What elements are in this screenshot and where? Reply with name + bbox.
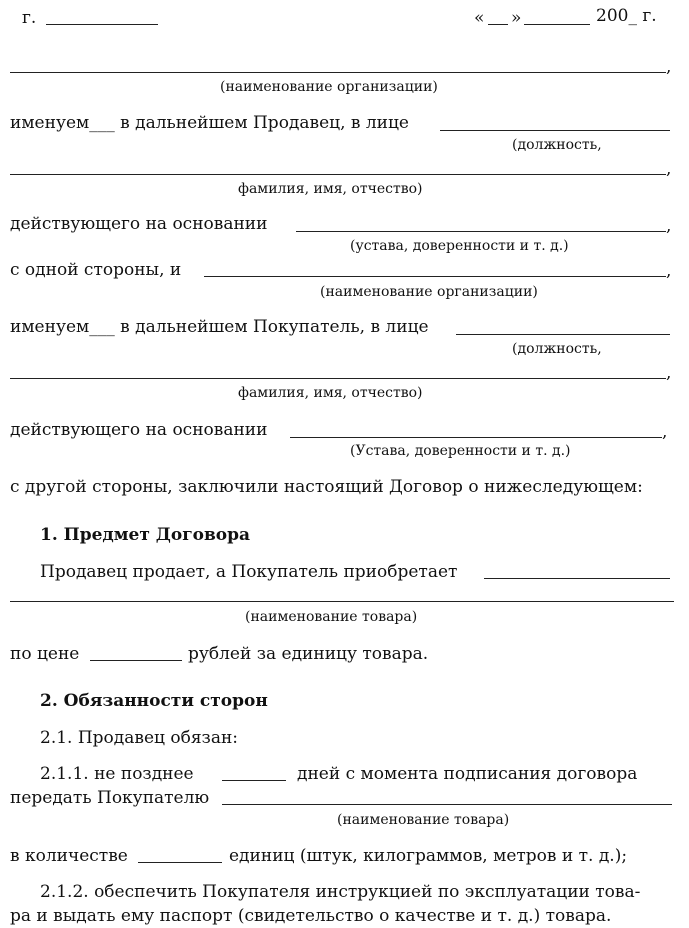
item-2-1: 2.1. Продавец обязан: [40,728,239,748]
closing-line: с другой стороны, заключили настоящий Договор о нижеследующем: [10,477,643,497]
price-field[interactable] [90,660,182,661]
buyer-position-caption: (должность, [512,341,602,357]
section1-sells-line: Продавец продает, а Покупатель приобретает [40,562,458,582]
date-open-quote: « [474,8,485,28]
buyer-named-line: именуем___ в дальнейшем Покупатель, в лице [10,317,429,337]
buyer-fio-caption: фамилия, имя, отчество) [238,385,423,401]
seller-basis-caption: (устава, доверенности и т. д.) [350,238,569,254]
comma: , [666,363,672,383]
comma: , [662,422,668,442]
qty-suffix: единиц (штук, килограммов, метров и т. д.); [229,846,628,866]
item-2-1-2-a: 2.1.2. обеспечить Покупателя инструкцией по эксплуатации това- [40,882,641,902]
comma: , [666,261,672,281]
days-field[interactable] [222,780,286,781]
qty-prefix: в количестве [10,846,128,866]
buyer-basis-caption: (Устава, доверенности и т. д.) [350,443,571,459]
buyer-org-field[interactable] [204,276,666,277]
seller-org-field[interactable] [10,72,666,73]
seller-fio-field[interactable] [10,174,666,175]
buyer-position-field[interactable] [456,334,670,335]
section2-goods-caption: (наименование товара) [337,812,510,828]
goods-field-part1[interactable] [484,578,670,579]
buyer-org-caption: (наименование организации) [320,284,538,300]
buyer-basis-field[interactable] [290,437,662,438]
seller-basis-line: действующего на основании [10,214,268,234]
date-year: 200_ г. [596,6,657,26]
section1-goods-caption: (наименование товара) [245,609,418,625]
one-side-line: с одной стороны, и [10,260,182,280]
seller-basis-field[interactable] [296,231,666,232]
seller-position-field[interactable] [440,130,670,131]
item-2-1-1-b: дней с момента подписания договора [297,764,638,784]
goods-field-part2[interactable] [10,601,674,602]
seller-named-line: именуем___ в дальнейшем Продавец, в лице [10,113,409,133]
transfer-goods-field[interactable] [222,804,672,805]
section2-heading: 2. Обязанности сторон [40,691,268,711]
buyer-fio-field[interactable] [10,378,666,379]
comma: , [666,216,672,236]
item-2-1-2-b: ра и выдать ему паспорт (свидетельство о качестве и т. д.) товара. [10,906,612,926]
date-close-quote: » [511,8,522,28]
comma: , [666,159,672,179]
price-suffix: рублей за единицу товара. [188,644,429,664]
city-field[interactable] [46,24,158,25]
item-2-1-1-c: передать Покупателю [10,788,210,808]
seller-org-caption: (наименование организации) [220,79,438,95]
item-2-1-1-a: 2.1.1. не позднее [40,764,194,784]
section1-heading: 1. Предмет Договора [40,525,251,545]
date-day-field[interactable] [488,24,508,25]
buyer-basis-line: действующего на основании [10,420,268,440]
seller-position-caption: (должность, [512,137,602,153]
date-month-field[interactable] [524,24,590,25]
city-prefix: г. [22,8,37,28]
seller-fio-caption: фамилия, имя, отчество) [238,181,423,197]
qty-field[interactable] [138,862,222,863]
price-prefix: по цене [10,644,80,664]
comma: , [666,57,672,77]
